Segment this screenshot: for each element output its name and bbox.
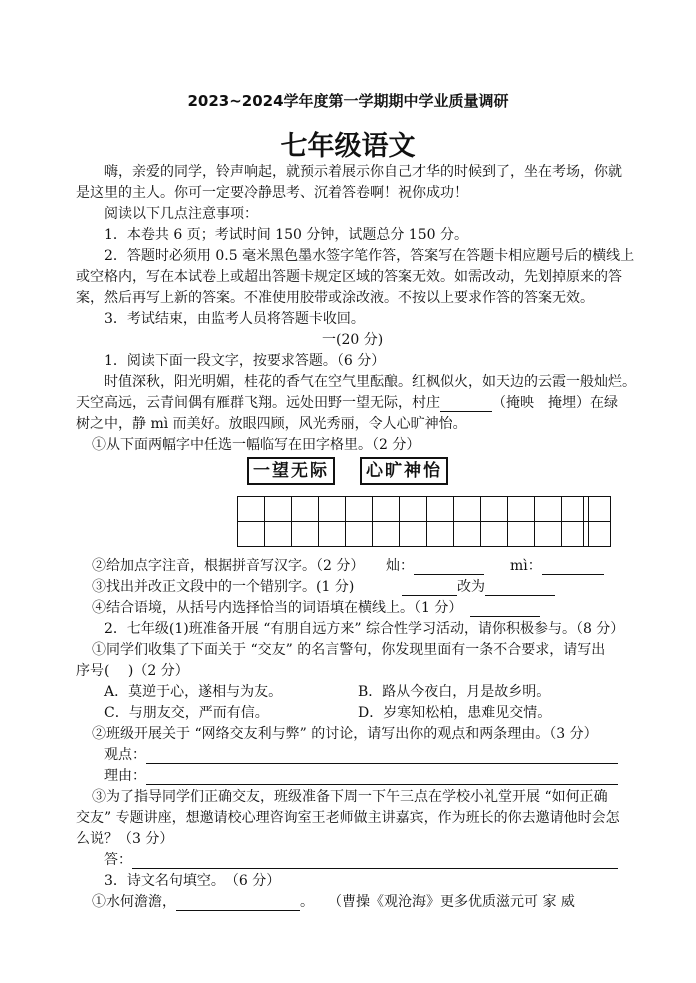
- note-3: 3．考试结束，由监考人员将答题卡收回。: [104, 311, 365, 327]
- q2-option-c: C．与朋友交，严而有信。: [104, 705, 269, 721]
- q3-heading: 3．诗文名句填空。 （6 分）: [104, 873, 281, 889]
- typo-fixed-blank[interactable]: [485, 581, 555, 596]
- tianzige-cell[interactable]: [426, 496, 454, 522]
- q2-option-b: B．路从今夜白，月是故乡明。: [358, 684, 551, 700]
- exam-header: 2023~2024学年度第一学期期中学业质量调研: [187, 92, 509, 110]
- q2-answer-line: 答：: [104, 851, 618, 869]
- tianzige-cell[interactable]: [534, 521, 562, 547]
- tianzige-cell[interactable]: [583, 496, 611, 522]
- q1-sub-3-answer: 改为: [402, 578, 555, 596]
- q2-reason-line: 理由：: [104, 767, 618, 785]
- tianzige-cell[interactable]: [399, 521, 427, 547]
- q2-view-line: 观点：: [104, 746, 618, 764]
- tianzige-cell[interactable]: [372, 496, 400, 522]
- q1-sub-2: ②给加点字注音，根据拼音写汉字。（2 分）: [92, 558, 365, 574]
- q1-heading: 1．阅读下面一段文字，按要求答题。（6 分）: [104, 353, 386, 369]
- q1-passage-line-2: 天空高远，云青间偶有雁群飞翔。远处田野一望无际，村庄 （掩映 掩埋）在绿: [76, 395, 618, 411]
- tianzige-cell[interactable]: [345, 521, 373, 547]
- note-2-line-2: 或空格内，写在本试卷上或超出答题卡规定区域的答案无效。如需改动，先划掉原来的答: [76, 269, 622, 285]
- q1-word-blank[interactable]: [440, 397, 492, 412]
- q2-sub-1-line-1: ①同学们收集了下面关于 “交友” 的名言警句，你发现里面有一条不合要求，请写出: [92, 642, 606, 658]
- q1-sub-2-mi: mì：: [510, 557, 604, 575]
- tianzige-cell[interactable]: [264, 496, 292, 522]
- tianzige-cell[interactable]: [237, 496, 265, 522]
- tianzige-cell[interactable]: [399, 496, 427, 522]
- q2-option-a: A．莫逆于心，遂相与为友。: [104, 684, 283, 700]
- tianzige-cell[interactable]: [583, 521, 611, 547]
- calligraphy-sample-1: 一望无际: [247, 457, 335, 485]
- q1-passage-line-1: 时值深秋，阳光明媚，桂花的香气在空气里酝酿。红枫似火，如天边的云霞一般灿烂。: [104, 374, 636, 390]
- q2-sub-2: ②班级开展关于 “网络交友利与弊” 的讨论，请写出你的观点和两条理由。（3 分）: [92, 726, 598, 742]
- word-choice-blank[interactable]: [470, 602, 540, 617]
- tianzige-cell[interactable]: [534, 496, 562, 522]
- note-2-line-3: 案，然后再写上新的答案。不准使用胶带或涂改液。不按以上要求作答的答案无效。: [76, 290, 594, 306]
- tianzige-cell[interactable]: [291, 521, 319, 547]
- q1-sub-4: ④结合语境，从括号内选择恰当的词语填在横线上。（1 分）: [92, 599, 540, 617]
- tianzige-cell[interactable]: [507, 521, 535, 547]
- q1-sub-3: ③找出并改正文段中的一个错别字。(1 分): [92, 579, 355, 595]
- q2-sub-1-line-2: 序号( )（2 分）: [76, 663, 189, 679]
- tianzige-cell[interactable]: [480, 521, 508, 547]
- q1-sub-2-can: 灿：: [386, 557, 484, 575]
- mi-hanzi-blank[interactable]: [542, 560, 604, 575]
- q2-sub-3-line-2: 交友” 专题讲座，想邀请校心理咨询室王老师做主讲嘉宾，作为班长的你去邀请他时会怎: [76, 810, 620, 826]
- intro-line-2: 是这里的主人。你可一定要冷静思考、沉着答卷啊！祝你成功！: [76, 185, 468, 201]
- reason-answer-blank[interactable]: [146, 770, 618, 785]
- tianzige-cell[interactable]: [264, 521, 292, 547]
- notes-heading: 阅读以下几点注意事项：: [104, 206, 258, 222]
- tianzige-cell[interactable]: [318, 521, 346, 547]
- q1-passage-line-3: 树之中，静 mì 而美好。放眼四顾，风光秀丽，令人心旷神怡。: [76, 416, 467, 432]
- q2-heading: 2．七年级(1)班准备开展 “有朋自远方来” 综合性学习活动，请你积极参与。（8 分）: [104, 621, 625, 637]
- q2-sub-3-line-3: 么说？（3 分）: [76, 831, 174, 847]
- note-2-line-1: 2．答题时必须用 0.5 毫米黑色墨水签字笔作答，答案写在答题卡相应题号后的横线上: [104, 248, 635, 264]
- tianzige-cell[interactable]: [318, 496, 346, 522]
- poem-blank-1[interactable]: [176, 896, 300, 911]
- tianzige-cell[interactable]: [453, 496, 481, 522]
- intro-line-1: 嗨，亲爱的同学，铃声响起，就预示着展示你自己才华的时候到了，坐在考场，你就: [104, 164, 622, 180]
- exam-subject-title: 七年级语文: [280, 131, 416, 162]
- tianzige-cell[interactable]: [480, 496, 508, 522]
- section-1-label: 一(20 分): [322, 332, 384, 348]
- tianzige-cell[interactable]: [237, 521, 265, 547]
- view-answer-blank[interactable]: [146, 749, 618, 764]
- tianzige-grid[interactable]: [237, 496, 611, 548]
- q1-sub-1: ①从下面两幅字中任选一幅临写在田字格里。（2 分）: [92, 437, 421, 453]
- q2-option-d: D．岁寒知松柏，患难见交情。: [358, 705, 552, 721]
- note-1: 1．本卷共 6 页；考试时间 150 分钟，试题总分 150 分。: [104, 227, 468, 243]
- tianzige-cell[interactable]: [345, 496, 373, 522]
- calligraphy-sample-2: 心旷神怡: [360, 457, 448, 485]
- typo-wrong-blank[interactable]: [402, 581, 457, 596]
- tianzige-cell[interactable]: [453, 521, 481, 547]
- tianzige-cell[interactable]: [507, 496, 535, 522]
- q2-sub-3-line-1: ③为了指导同学们正确交友，班级准备下周一下午三点在学校小礼堂开展 “如何正确: [92, 789, 608, 805]
- q3-line-1: ①水何澹澹， 。 （曹操《观沧海》更多优质滋元可 家 威: [92, 894, 575, 910]
- invitation-answer-blank[interactable]: [132, 854, 618, 869]
- tianzige-cell[interactable]: [372, 521, 400, 547]
- tianzige-cell[interactable]: [291, 496, 319, 522]
- can-pinyin-blank[interactable]: [414, 560, 484, 575]
- tianzige-cell[interactable]: [426, 521, 454, 547]
